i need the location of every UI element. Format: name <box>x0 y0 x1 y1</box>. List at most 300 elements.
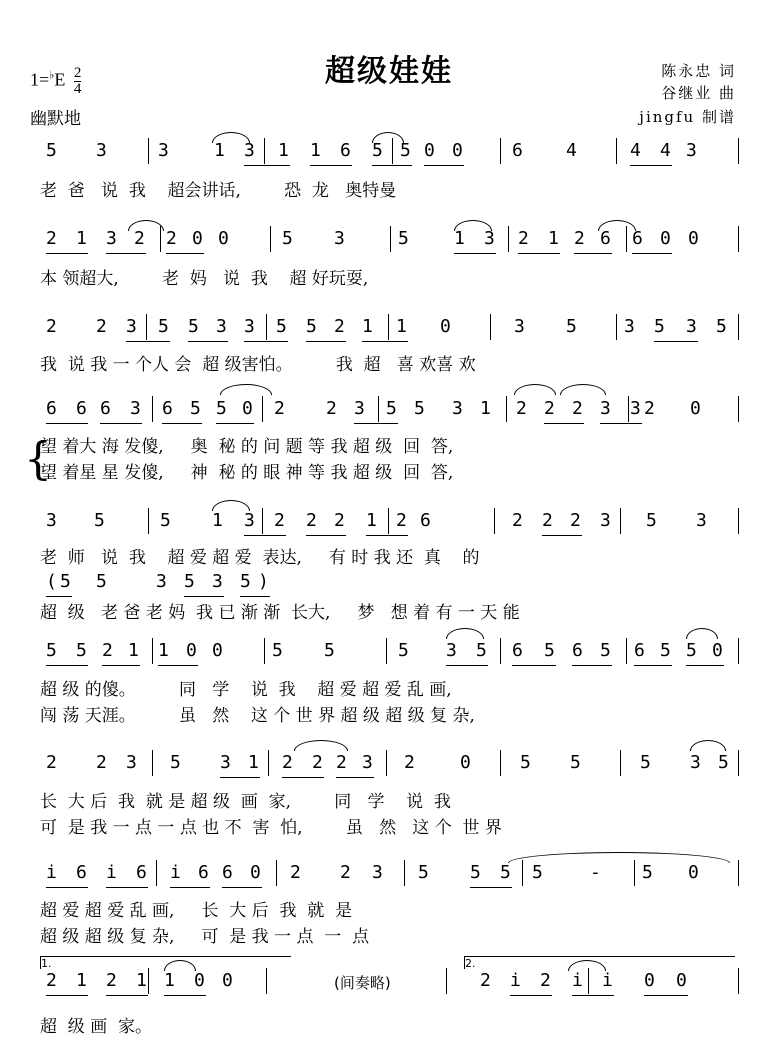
note: 6 <box>198 862 209 883</box>
note: 5 <box>46 640 57 661</box>
bar-line <box>494 508 495 534</box>
lyricist-credit: 陈永忠 词 <box>661 62 736 80</box>
slur <box>212 132 250 143</box>
note: 4 <box>566 140 577 161</box>
bar-line <box>276 860 277 886</box>
note: 0 <box>212 640 223 661</box>
note: 0 <box>690 398 701 419</box>
note: 3 <box>696 510 707 531</box>
note: 5 <box>386 398 397 419</box>
beam <box>644 995 688 996</box>
note: 5 <box>158 316 169 337</box>
note: 6 <box>572 640 583 661</box>
note: 6 <box>46 398 57 419</box>
slur <box>128 220 164 231</box>
note: 2 <box>102 640 113 661</box>
beam <box>282 777 324 778</box>
note: 3 <box>156 571 167 592</box>
note: 5 <box>240 571 251 592</box>
note: 2 <box>516 398 527 419</box>
beam <box>336 777 374 778</box>
note: 0 <box>660 228 671 249</box>
bar-line <box>626 638 627 664</box>
beam <box>366 535 408 536</box>
note: 2 <box>46 970 57 991</box>
beam <box>244 535 286 536</box>
note: 1 <box>214 140 225 161</box>
transcriber-credit: jingfu 制谱 <box>639 108 736 126</box>
note: 5 <box>46 140 57 161</box>
note: 2 <box>274 510 285 531</box>
note: 1 <box>362 316 373 337</box>
bar-line <box>616 138 617 164</box>
note: 2 <box>166 228 177 249</box>
bar-line <box>148 138 149 164</box>
beam <box>542 535 582 536</box>
note: 0 <box>194 970 205 991</box>
note: 1 <box>212 510 223 531</box>
note: 3 <box>96 140 107 161</box>
note: 3 <box>158 140 169 161</box>
note: 6 <box>76 862 87 883</box>
note: 6 <box>136 862 147 883</box>
slur <box>560 384 606 395</box>
beam <box>362 341 408 342</box>
composer-credit: 谷继业 曲 <box>661 84 736 102</box>
beam <box>222 887 262 888</box>
note: 3 <box>130 398 141 419</box>
note: 1 <box>310 140 321 161</box>
note: 0 <box>440 316 451 337</box>
note: 0 <box>460 752 471 773</box>
note: 4 <box>660 140 671 161</box>
note: 6 <box>632 228 643 249</box>
bar-line <box>266 314 267 340</box>
bar-line <box>508 226 509 252</box>
note: 5 <box>500 862 511 883</box>
beam <box>310 165 352 166</box>
slur <box>220 384 272 395</box>
note: 5 <box>398 640 409 661</box>
bar-line <box>146 314 147 340</box>
bar-line <box>522 860 523 886</box>
note: 3 <box>126 752 137 773</box>
lyric-line: 望 着星 星 发傻, 神 秘 的 眼 神 等 我 超 级 回 答, <box>40 463 454 483</box>
note: 1 <box>164 970 175 991</box>
bar-line <box>148 508 149 534</box>
note: 0 <box>712 640 723 661</box>
note: 5 <box>170 752 181 773</box>
note: 5 <box>276 316 287 337</box>
beam <box>188 341 228 342</box>
note: - <box>590 862 601 883</box>
bar-line <box>152 750 153 776</box>
bar-line <box>386 750 387 776</box>
note: 3 <box>46 510 57 531</box>
note: 3 <box>686 316 697 337</box>
beam <box>46 665 88 666</box>
bar-line <box>270 226 271 252</box>
note: 3 <box>372 862 383 883</box>
note: 5 <box>306 316 317 337</box>
beam <box>470 887 512 888</box>
beam <box>102 665 140 666</box>
note: 0 <box>644 970 655 991</box>
note: 3 <box>354 398 365 419</box>
slur <box>446 628 484 639</box>
note: 2 <box>336 752 347 773</box>
note: 5 <box>282 228 293 249</box>
slur <box>508 852 730 863</box>
note: 2 <box>334 510 345 531</box>
verse-brace: { <box>24 434 52 485</box>
beam <box>518 253 560 254</box>
beam <box>162 423 202 424</box>
bar-line <box>446 968 447 994</box>
bar-line <box>388 508 389 534</box>
bar-line <box>588 968 589 994</box>
lyric-line: 我 说 我 一 个人 会 超 级害怕。 我 超 喜 欢喜 欢 <box>40 355 476 375</box>
note: 2 <box>326 398 337 419</box>
note: 5 <box>414 398 425 419</box>
lyric-line: 可 是 我 一 点 一 点 也 不 害 怕, 虽 然 这 个 世 界 <box>40 818 502 838</box>
note: 6 <box>162 398 173 419</box>
note: 0 <box>242 398 253 419</box>
volta-second: 2. <box>464 956 735 969</box>
beam <box>46 423 88 424</box>
note: i <box>106 862 117 883</box>
note: 5 <box>640 752 651 773</box>
note: 2 <box>274 398 285 419</box>
beam <box>166 253 204 254</box>
beam <box>164 995 206 996</box>
beam <box>632 253 672 254</box>
bar-line <box>148 968 149 994</box>
note: 3 <box>244 316 255 337</box>
note: 2 <box>290 862 301 883</box>
beam <box>600 423 642 424</box>
note: 2 <box>334 316 345 337</box>
bar-line <box>378 396 379 422</box>
bar-line <box>156 860 157 886</box>
beam <box>454 253 496 254</box>
note: 2 <box>46 228 57 249</box>
beam <box>306 341 346 342</box>
bar-line <box>404 860 405 886</box>
note: 5 <box>646 510 657 531</box>
lyric-line: 超 级 老 爸 老 妈 我 已 渐 渐 长大, 梦 想 着 有 一 天 能 <box>40 603 520 623</box>
slur <box>454 220 492 231</box>
note: 5 <box>188 316 199 337</box>
note: 1 <box>76 970 87 991</box>
note: 2 <box>542 510 553 531</box>
note: 5 <box>216 398 227 419</box>
note: 5 <box>600 640 611 661</box>
note: 5 <box>184 571 195 592</box>
note: ( <box>46 571 57 592</box>
note: 1 <box>128 640 139 661</box>
tempo-marking: 幽默地 <box>30 109 81 129</box>
lyric-line: 闯 荡 天涯。 虽 然 这 个 世 界 超 级 超 级 复 杂, <box>40 706 475 726</box>
bar-line <box>386 638 387 664</box>
note: 2 <box>106 970 117 991</box>
note: 4 <box>630 140 641 161</box>
note: 2 <box>96 752 107 773</box>
beam <box>106 253 146 254</box>
bar-line <box>738 968 739 994</box>
note: 5 <box>470 862 481 883</box>
note: 3 <box>244 140 255 161</box>
note: 0 <box>452 140 463 161</box>
note: i <box>170 862 181 883</box>
beam <box>354 423 398 424</box>
note: 1 <box>158 640 169 661</box>
note: 5 <box>398 228 409 249</box>
note: 0 <box>676 970 687 991</box>
bar-line <box>262 508 263 534</box>
note: 5 <box>418 862 429 883</box>
beam <box>158 665 198 666</box>
bar-line <box>634 860 635 886</box>
song-title: 超级娃娃 <box>325 54 453 89</box>
note: 3 <box>220 752 231 773</box>
beam <box>240 596 270 597</box>
note: i <box>510 970 521 991</box>
note: 2 <box>312 752 323 773</box>
note: 2 <box>134 228 145 249</box>
lyric-line: 超 级 超 级 复 杂, 可 是 我 一 点 一 点 <box>40 927 370 947</box>
beam <box>106 995 148 996</box>
bar-line <box>264 138 265 164</box>
bar-line <box>152 396 153 422</box>
note: 3 <box>484 228 495 249</box>
note: 5 <box>566 316 577 337</box>
note: 2 <box>46 752 57 773</box>
bar-line <box>490 314 491 340</box>
note: 5 <box>570 752 581 773</box>
note: 5 <box>718 752 729 773</box>
note: 0 <box>688 228 699 249</box>
note: 6 <box>634 640 645 661</box>
note: 2 <box>340 862 351 883</box>
bar-line <box>738 638 739 664</box>
slur <box>514 384 556 395</box>
slur <box>294 740 348 751</box>
beam <box>686 665 724 666</box>
beam <box>46 596 72 597</box>
note: 6 <box>340 140 351 161</box>
note: 2 <box>46 316 57 337</box>
note: 2 <box>540 970 551 991</box>
note: 5 <box>324 640 335 661</box>
slur <box>690 740 726 751</box>
note: 2 <box>544 398 555 419</box>
note: 3 <box>600 398 611 419</box>
note: 6 <box>600 228 611 249</box>
beam <box>126 341 170 342</box>
note: 0 <box>192 228 203 249</box>
bar-line <box>738 860 739 886</box>
bar-line <box>628 396 629 422</box>
note: 3 <box>334 228 345 249</box>
note: 6 <box>512 640 523 661</box>
bar-line <box>500 750 501 776</box>
note: 3 <box>600 510 611 531</box>
lyric-line: 望 着大 海 发傻, 奥 秘 的 问 题 等 我 超 级 回 答, <box>40 437 454 457</box>
bar-line <box>620 750 621 776</box>
bar-line <box>738 226 739 252</box>
note: 2 <box>96 316 107 337</box>
beam <box>424 165 464 166</box>
lyric-line: 超 级 的傻。 同 学 说 我 超 爱 超 爱 乱 画, <box>40 680 452 700</box>
note: 3 <box>452 398 463 419</box>
note: 1 <box>248 752 259 773</box>
note: 3 <box>630 398 641 419</box>
key-signature: 1=♭E $\frac{2}{4}$ <box>30 65 82 97</box>
note: 5 <box>520 752 531 773</box>
beam <box>184 596 224 597</box>
note: 5 <box>272 640 283 661</box>
beam <box>46 253 88 254</box>
slur <box>686 628 718 639</box>
note: 0 <box>688 862 699 883</box>
note: 3 <box>446 640 457 661</box>
note: i <box>602 970 613 991</box>
note: 3 <box>362 752 373 773</box>
note: 1 <box>76 228 87 249</box>
bar-line <box>738 314 739 340</box>
note: 6 <box>222 862 233 883</box>
bar-line <box>738 138 739 164</box>
note: 1 <box>278 140 289 161</box>
beam <box>306 535 346 536</box>
note: 6 <box>420 510 431 531</box>
lyric-line: 长 大 后 我 就 是 超 级 画 家, 同 学 说 我 <box>40 792 451 812</box>
note: 2 <box>404 752 415 773</box>
beam <box>572 995 614 996</box>
note: 6 <box>100 398 111 419</box>
note: 1 <box>396 316 407 337</box>
note: 2 <box>518 228 529 249</box>
beam <box>372 165 412 166</box>
bar-line <box>500 638 501 664</box>
note: 5 <box>476 640 487 661</box>
volta-first: 1. <box>40 956 291 969</box>
note: 1 <box>454 228 465 249</box>
interlude-label: (间奏略) <box>334 974 391 992</box>
bar-line <box>620 508 621 534</box>
note: 3 <box>212 571 223 592</box>
beam <box>220 777 260 778</box>
beam <box>170 887 210 888</box>
bar-line <box>268 750 269 776</box>
note: 5 <box>654 316 665 337</box>
lyric-line: 老 师 说 我 超 爱 超 爱 表达, 有 时 我 还 真 的 <box>40 548 480 568</box>
note: 2 <box>644 398 655 419</box>
slur <box>212 500 250 511</box>
note: ) <box>258 571 269 592</box>
note: 2 <box>282 752 293 773</box>
note: 5 <box>716 316 727 337</box>
note: 5 <box>544 640 555 661</box>
note: 2 <box>574 228 585 249</box>
bar-line <box>738 750 739 776</box>
lyric-line: 本 领超大, 老 妈 说 我 超 好玩耍, <box>40 269 369 289</box>
beam <box>446 665 488 666</box>
bar-line <box>506 396 507 422</box>
note: 3 <box>244 510 255 531</box>
note: 1 <box>366 510 377 531</box>
note: 5 <box>400 140 411 161</box>
note: 5 <box>660 640 671 661</box>
note: 3 <box>690 752 701 773</box>
note: 5 <box>96 571 107 592</box>
slur <box>372 132 404 143</box>
beam <box>46 887 88 888</box>
slur <box>598 220 636 231</box>
note: 2 <box>570 510 581 531</box>
bar-line <box>152 638 153 664</box>
note: 5 <box>94 510 105 531</box>
note: 3 <box>686 140 697 161</box>
note: 3 <box>624 316 635 337</box>
lyric-line: 超 级 画 家。 <box>40 1017 153 1037</box>
note: 3 <box>216 316 227 337</box>
note: 3 <box>126 316 137 337</box>
note: 2 <box>512 510 523 531</box>
note: 1 <box>136 970 147 991</box>
note: 5 <box>642 862 653 883</box>
note: 3 <box>106 228 117 249</box>
beam <box>510 995 552 996</box>
lyric-line: 超 爱 超 爱 乱 画, 长 大 后 我 就 是 <box>40 901 353 921</box>
bar-line <box>738 396 739 422</box>
note: i <box>46 862 57 883</box>
note: 6 <box>76 398 87 419</box>
note: 0 <box>222 970 233 991</box>
note: 0 <box>218 228 229 249</box>
note: 0 <box>186 640 197 661</box>
beam <box>244 165 290 166</box>
beam <box>106 887 148 888</box>
time-signature: $\frac{2}{4}$ <box>73 65 82 97</box>
note: 0 <box>424 140 435 161</box>
bar-line <box>616 314 617 340</box>
bar-line <box>266 968 267 994</box>
bar-line <box>264 638 265 664</box>
note: 1 <box>480 398 491 419</box>
note: 5 <box>686 640 697 661</box>
beam <box>512 665 556 666</box>
bar-line <box>500 138 501 164</box>
note: 5 <box>160 510 171 531</box>
beam <box>634 665 672 666</box>
note: 2 <box>396 510 407 531</box>
note: 5 <box>76 640 87 661</box>
note: 5 <box>532 862 543 883</box>
bar-line <box>738 508 739 534</box>
note: 1 <box>548 228 559 249</box>
beam <box>100 423 142 424</box>
beam <box>244 341 288 342</box>
bar-line <box>262 396 263 422</box>
note: 2 <box>572 398 583 419</box>
note: 0 <box>250 862 261 883</box>
bar-line <box>390 226 391 252</box>
note: i <box>572 970 583 991</box>
beam <box>216 423 254 424</box>
beam <box>572 665 612 666</box>
